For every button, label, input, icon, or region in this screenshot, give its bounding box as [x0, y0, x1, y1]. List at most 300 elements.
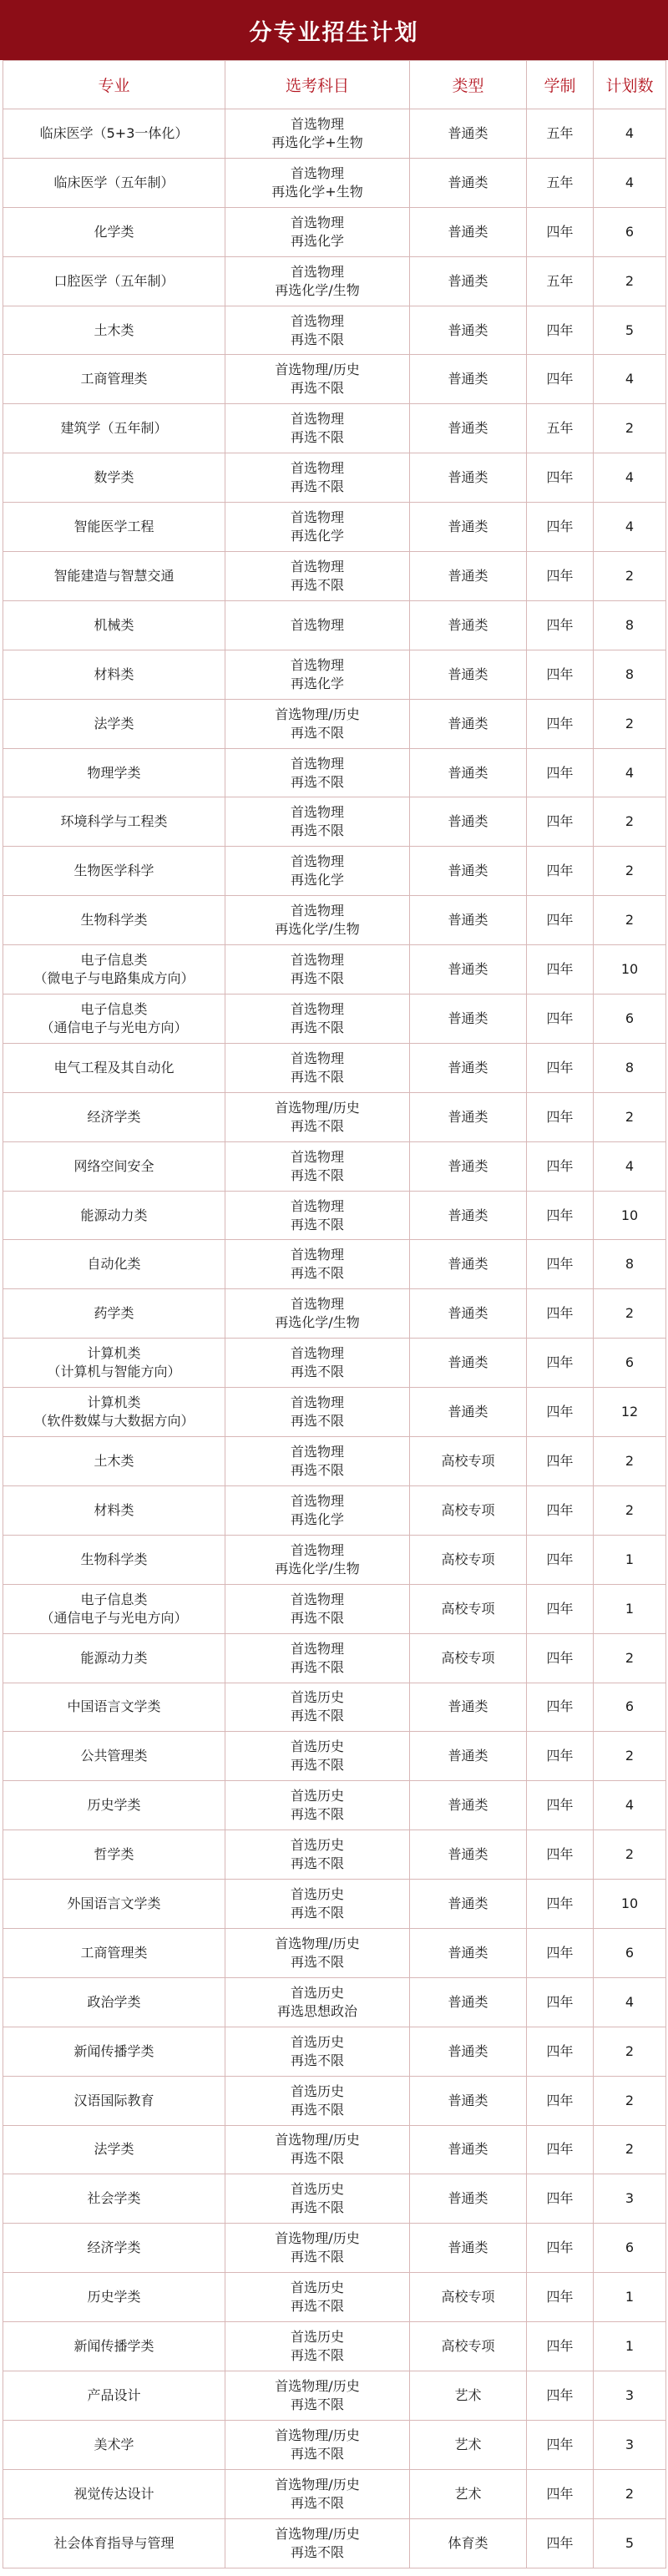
- type-cell: 体育类: [410, 2518, 527, 2568]
- major-cell: [3, 1043, 225, 1092]
- table-row: [3, 2518, 666, 2568]
- subjects-cell: [225, 1880, 410, 1929]
- type-cell: 普通类: [410, 1043, 527, 1092]
- major-cell: [3, 1485, 225, 1535]
- subjects-cell-line: 再选化学: [290, 232, 344, 249]
- type-cell: 高校专项: [410, 1437, 527, 1486]
- subjects-cell-line: 再选化学: [290, 872, 344, 888]
- type-cell: 普通类: [410, 256, 527, 306]
- subjects-cell: [225, 2076, 410, 2125]
- subjects-cell-line: 首选历史: [290, 2181, 344, 2198]
- major-cell: [3, 1535, 225, 1584]
- plan-count-cell: 4: [594, 453, 666, 503]
- subjects-cell-line: 再选不限: [290, 1806, 344, 1823]
- table-body: [3, 109, 666, 2568]
- table-row: [3, 1092, 666, 1141]
- major-cell-line: 生物科学类: [80, 1551, 148, 1567]
- subjects-cell-line: 首选历史: [290, 1788, 344, 1804]
- major-cell-line: 公共管理类: [80, 1748, 148, 1764]
- plan-count-cell: 2: [594, 404, 666, 453]
- type-cell: 普通类: [410, 1388, 527, 1437]
- major-cell-line: 能源动力类: [80, 1649, 148, 1666]
- major-cell-line: 历史学类: [87, 2289, 141, 2305]
- plan-count-cell: 3: [594, 2371, 666, 2420]
- subjects-cell: [225, 1928, 410, 1977]
- major-cell: [3, 2076, 225, 2125]
- subjects-cell: [225, 1043, 410, 1092]
- duration-cell: 四年: [527, 1977, 594, 2027]
- plan-count-cell: 5: [594, 2518, 666, 2568]
- table-row: [3, 1339, 666, 1388]
- table-row: [3, 2371, 666, 2420]
- plan-count-cell: 4: [594, 355, 666, 404]
- subjects-cell: [225, 1289, 410, 1339]
- major-cell-line: 智能医学工程: [73, 519, 154, 535]
- subjects-cell: [225, 1092, 410, 1141]
- subjects-cell-line: 再选化学+生物: [271, 134, 363, 150]
- duration-cell: 四年: [527, 847, 594, 896]
- major-cell-line: （微电子与电路集成方向）: [33, 970, 195, 987]
- subjects-cell-line: 再选不限: [290, 1216, 344, 1232]
- subjects-cell: [225, 2420, 410, 2469]
- type-cell: 普通类: [410, 2076, 527, 2125]
- subjects-cell-line: 首选物理: [290, 1345, 344, 1362]
- type-cell: 普通类: [410, 355, 527, 404]
- major-cell-line: 社会体育指导与管理: [53, 2534, 175, 2551]
- plan-count-cell: 2: [594, 256, 666, 306]
- type-cell: 普通类: [410, 503, 527, 552]
- type-cell: 普通类: [410, 1339, 527, 1388]
- subjects-cell: [225, 1977, 410, 2027]
- subjects-cell: [225, 945, 410, 994]
- plan-count-cell: 3: [594, 2420, 666, 2469]
- type-cell: 普通类: [410, 207, 527, 256]
- subjects-cell-line: 再选化学/生物: [275, 1560, 360, 1576]
- major-cell-line: 中国语言文学类: [67, 1698, 161, 1715]
- type-cell: 高校专项: [410, 1485, 527, 1535]
- type-cell: 普通类: [410, 404, 527, 453]
- major-cell: [3, 1437, 225, 1486]
- table-row: [3, 207, 666, 256]
- type-cell: 普通类: [410, 896, 527, 945]
- major-cell: [3, 2420, 225, 2469]
- subjects-cell-line: 再选化学+生物: [271, 183, 363, 200]
- plan-count-cell: 4: [594, 748, 666, 797]
- table-row: [3, 1043, 666, 1092]
- subjects-cell: [225, 158, 410, 207]
- plan-count-cell: 2: [594, 2027, 666, 2076]
- major-cell: [3, 1732, 225, 1781]
- major-cell: [3, 1633, 225, 1683]
- page-title: 分专业招生计划: [0, 0, 668, 60]
- major-cell-line: （软件数媒与大数据方向）: [33, 1413, 195, 1430]
- subjects-cell-line: 首选物理: [290, 1247, 344, 1263]
- subjects-cell-line: 再选不限: [290, 2543, 344, 2560]
- table-row: [3, 1732, 666, 1781]
- type-cell: 普通类: [410, 1977, 527, 2027]
- column-header-duration: 学制: [527, 61, 594, 109]
- type-cell: 高校专项: [410, 2322, 527, 2371]
- subjects-cell-line: 再选不限: [290, 1953, 344, 1970]
- type-cell: 普通类: [410, 306, 527, 355]
- type-cell: 普通类: [410, 453, 527, 503]
- type-cell: 普通类: [410, 1781, 527, 1830]
- major-cell-line: 材料类: [94, 1501, 134, 1518]
- major-cell-line: 电子信息类: [80, 1591, 148, 1607]
- duration-cell: 四年: [527, 2469, 594, 2518]
- subjects-cell-line: 首选历史: [290, 2329, 344, 2346]
- major-cell-line: 电子信息类: [80, 1000, 148, 1017]
- subjects-cell-line: 再选不限: [290, 773, 344, 790]
- major-cell-line: 环境科学与工程类: [60, 813, 168, 830]
- duration-cell: 四年: [527, 650, 594, 699]
- major-cell: [3, 896, 225, 945]
- plan-count-cell: 3: [594, 2174, 666, 2224]
- major-cell: [3, 158, 225, 207]
- type-cell: 艺术: [410, 2469, 527, 2518]
- major-cell-line: 数学类: [94, 469, 134, 486]
- plan-count-cell: 4: [594, 109, 666, 159]
- table-row: [3, 2125, 666, 2174]
- duration-cell: 四年: [527, 748, 594, 797]
- subjects-cell-line: 首选物理: [290, 1148, 344, 1165]
- subjects-cell-line: 再选不限: [290, 1364, 344, 1380]
- subjects-cell-line: 再选不限: [290, 2347, 344, 2364]
- subjects-cell-line: 再选不限: [290, 2101, 344, 2118]
- major-cell-line: 法学类: [94, 2141, 134, 2158]
- major-cell-line: 机械类: [94, 616, 134, 633]
- type-cell: 普通类: [410, 109, 527, 159]
- subjects-cell: [225, 2125, 410, 2174]
- subjects-cell-line: 首选物理/历史: [275, 2230, 360, 2247]
- subjects-cell: [225, 2469, 410, 2518]
- plan-count-cell: 2: [594, 1485, 666, 1535]
- subjects-cell-line: 再选不限: [290, 1117, 344, 1134]
- major-cell-line: 药学类: [94, 1305, 134, 1322]
- major-cell: [3, 2518, 225, 2568]
- type-cell: 普通类: [410, 2027, 527, 2076]
- subjects-cell-line: 首选物理: [290, 1640, 344, 1657]
- duration-cell: 四年: [527, 2076, 594, 2125]
- plan-count-cell: 2: [594, 1437, 666, 1486]
- enrollment-plan-table: [3, 60, 666, 2568]
- subjects-cell-line: 首选物理: [290, 1000, 344, 1017]
- major-cell: [3, 453, 225, 503]
- subjects-cell-line: 再选不限: [290, 2150, 344, 2167]
- major-cell-line: 智能建造与智慧交通: [53, 567, 175, 584]
- table-row: [3, 158, 666, 207]
- major-cell-line: 建筑学（五年制）: [60, 420, 168, 437]
- major-cell-line: 经济学类: [87, 2239, 141, 2256]
- major-cell: [3, 699, 225, 748]
- plan-count-cell: 2: [594, 896, 666, 945]
- subjects-cell-line: 首选物理: [290, 509, 344, 526]
- major-cell-line: 土木类: [94, 1452, 134, 1469]
- major-cell: [3, 1388, 225, 1437]
- duration-cell: 四年: [527, 453, 594, 503]
- major-cell: [3, 1240, 225, 1289]
- major-cell: [3, 1339, 225, 1388]
- subjects-cell-line: 再选不限: [290, 1757, 344, 1774]
- type-cell: 高校专项: [410, 1633, 527, 1683]
- subjects-cell: [225, 699, 410, 748]
- major-cell-line: 社会学类: [87, 2190, 141, 2207]
- major-cell: [3, 2027, 225, 2076]
- subjects-cell: [225, 1781, 410, 1830]
- plan-count-cell: 2: [594, 1732, 666, 1781]
- duration-cell: 五年: [527, 404, 594, 453]
- subjects-cell-line: 首选物理: [290, 804, 344, 821]
- subjects-cell-line: 再选不限: [290, 1855, 344, 1872]
- major-cell-line: 产品设计: [87, 2386, 141, 2403]
- subjects-cell-line: 首选物理: [290, 312, 344, 329]
- type-cell: 高校专项: [410, 1535, 527, 1584]
- subjects-cell: [225, 1633, 410, 1683]
- duration-cell: 四年: [527, 1141, 594, 1191]
- duration-cell: 四年: [527, 1240, 594, 1289]
- major-cell: [3, 600, 225, 650]
- plan-count-cell: 6: [594, 994, 666, 1044]
- plan-count-cell: 2: [594, 552, 666, 601]
- major-cell: [3, 207, 225, 256]
- subjects-cell: [225, 552, 410, 601]
- duration-cell: 四年: [527, 1732, 594, 1781]
- subjects-cell: [225, 1191, 410, 1240]
- duration-cell: 四年: [527, 994, 594, 1044]
- major-cell: [3, 650, 225, 699]
- subjects-cell-line: 首选物理: [290, 263, 344, 280]
- type-cell: 普通类: [410, 1732, 527, 1781]
- major-cell: [3, 552, 225, 601]
- subjects-cell-line: 再选不限: [290, 2298, 344, 2315]
- type-cell: 普通类: [410, 1289, 527, 1339]
- major-cell: [3, 1781, 225, 1830]
- table-row: [3, 748, 666, 797]
- subjects-cell: [225, 2224, 410, 2273]
- subjects-cell-line: 再选不限: [290, 2494, 344, 2511]
- subjects-cell-line: 再选不限: [290, 970, 344, 987]
- major-cell-line: 口腔医学（五年制）: [53, 272, 175, 289]
- major-cell-line: （通信电子与光电方向）: [40, 1019, 188, 1035]
- subjects-cell-line: 再选不限: [290, 1068, 344, 1085]
- duration-cell: 四年: [527, 503, 594, 552]
- subjects-cell-line: 首选物理: [290, 755, 344, 772]
- duration-cell: 四年: [527, 1388, 594, 1437]
- plan-count-cell: 2: [594, 2125, 666, 2174]
- major-cell: [3, 994, 225, 1044]
- table-row: [3, 306, 666, 355]
- type-cell: 普通类: [410, 994, 527, 1044]
- table-row: [3, 2174, 666, 2224]
- major-cell-line: 工商管理类: [80, 1944, 148, 1961]
- major-cell-line: 美术学: [94, 2436, 134, 2452]
- major-cell-line: 计算机类: [87, 1345, 141, 1362]
- major-cell-line: 生物科学类: [80, 912, 148, 929]
- subjects-cell: [225, 994, 410, 1044]
- subjects-cell-line: 首选历史: [290, 1738, 344, 1755]
- table-row: [3, 404, 666, 453]
- duration-cell: 四年: [527, 896, 594, 945]
- major-cell: [3, 1683, 225, 1732]
- major-cell: [3, 503, 225, 552]
- plan-count-cell: 8: [594, 600, 666, 650]
- subjects-cell-line: 首选历史: [290, 2280, 344, 2296]
- plan-count-cell: 6: [594, 1683, 666, 1732]
- type-cell: 高校专项: [410, 2273, 527, 2322]
- duration-cell: 四年: [527, 600, 594, 650]
- plan-count-cell: 2: [594, 2076, 666, 2125]
- table-row: [3, 1388, 666, 1437]
- subjects-cell-line: 首选历史: [290, 1886, 344, 1902]
- plan-count-cell: 2: [594, 1830, 666, 1880]
- plan-count-cell: 6: [594, 207, 666, 256]
- major-cell: [3, 404, 225, 453]
- type-cell: 普通类: [410, 945, 527, 994]
- subjects-cell-line: 再选化学/生物: [275, 1314, 360, 1331]
- type-cell: 普通类: [410, 748, 527, 797]
- table-row: [3, 1485, 666, 1535]
- table-row: [3, 994, 666, 1044]
- duration-cell: 四年: [527, 2174, 594, 2224]
- major-cell-line: （计算机与智能方向）: [47, 1364, 181, 1380]
- type-cell: 普通类: [410, 1092, 527, 1141]
- subjects-cell: [225, 109, 410, 159]
- table-row: [3, 355, 666, 404]
- plan-count-cell: 4: [594, 1977, 666, 2027]
- duration-cell: 四年: [527, 1830, 594, 1880]
- subjects-cell: [225, 1584, 410, 1633]
- table-row: [3, 1141, 666, 1191]
- subjects-cell: [225, 2322, 410, 2371]
- subjects-cell: [225, 1141, 410, 1191]
- duration-cell: 四年: [527, 1584, 594, 1633]
- duration-cell: 四年: [527, 2125, 594, 2174]
- table-row: [3, 945, 666, 994]
- major-cell-line: 电子信息类: [80, 952, 148, 969]
- table-row: [3, 847, 666, 896]
- plan-count-cell: 6: [594, 1928, 666, 1977]
- major-cell-line: 土木类: [94, 321, 134, 338]
- plan-count-cell: 4: [594, 503, 666, 552]
- duration-cell: 四年: [527, 2420, 594, 2469]
- subjects-cell: [225, 355, 410, 404]
- major-cell: [3, 2125, 225, 2174]
- subjects-cell: [225, 2273, 410, 2322]
- column-header-major: 专业: [3, 61, 225, 109]
- subjects-cell: [225, 2174, 410, 2224]
- subjects-cell-line: 再选不限: [290, 2249, 344, 2265]
- major-cell-line: 电气工程及其自动化: [53, 1059, 175, 1075]
- subjects-cell-line: 首选物理/历史: [275, 2476, 360, 2492]
- subjects-cell: [225, 2371, 410, 2420]
- type-cell: 普通类: [410, 1141, 527, 1191]
- subjects-cell-line: 首选物理: [290, 616, 344, 633]
- type-cell: 普通类: [410, 1240, 527, 1289]
- subjects-cell-line: 首选物理: [290, 460, 344, 477]
- duration-cell: 四年: [527, 2371, 594, 2420]
- duration-cell: 四年: [527, 1191, 594, 1240]
- subjects-cell-line: 再选不限: [290, 1905, 344, 1921]
- major-cell-line: 计算机类: [87, 1394, 141, 1411]
- duration-cell: 四年: [527, 2273, 594, 2322]
- type-cell: 普通类: [410, 1928, 527, 1977]
- table-row: [3, 256, 666, 306]
- duration-cell: 四年: [527, 1880, 594, 1929]
- plan-count-cell: 8: [594, 1043, 666, 1092]
- table-row: [3, 1191, 666, 1240]
- subjects-cell-line: 首选物理: [290, 214, 344, 230]
- major-cell: [3, 1928, 225, 1977]
- subjects-cell: [225, 453, 410, 503]
- duration-cell: 四年: [527, 2224, 594, 2273]
- major-cell-line: （通信电子与光电方向）: [40, 1609, 188, 1626]
- plan-count-cell: 10: [594, 1191, 666, 1240]
- type-cell: 艺术: [410, 2420, 527, 2469]
- plan-count-cell: 2: [594, 699, 666, 748]
- subjects-cell-line: 再选不限: [290, 1413, 344, 1430]
- type-cell: 艺术: [410, 2371, 527, 2420]
- duration-cell: 四年: [527, 2322, 594, 2371]
- type-cell: 普通类: [410, 2174, 527, 2224]
- type-cell: 普通类: [410, 600, 527, 650]
- table-row: [3, 1928, 666, 1977]
- table-row: [3, 1633, 666, 1683]
- table-row: [3, 1584, 666, 1633]
- type-cell: 普通类: [410, 1880, 527, 1929]
- major-cell-line: 外国语言文学类: [67, 1895, 161, 1911]
- table-row: [3, 797, 666, 847]
- duration-cell: 四年: [527, 207, 594, 256]
- plan-count-cell: 4: [594, 1141, 666, 1191]
- major-cell-line: 自动化类: [87, 1256, 141, 1273]
- subjects-cell-line: 首选物理: [290, 1492, 344, 1509]
- subjects-cell-line: 再选不限: [290, 1167, 344, 1183]
- subjects-cell-line: 再选化学: [290, 528, 344, 544]
- column-header-plan: 计划数: [594, 61, 666, 109]
- column-header-type: 类型: [410, 61, 527, 109]
- type-cell: 普通类: [410, 650, 527, 699]
- subjects-cell: [225, 650, 410, 699]
- subjects-cell: [225, 306, 410, 355]
- subjects-cell: [225, 896, 410, 945]
- subjects-cell-line: 再选不限: [290, 429, 344, 446]
- type-cell: 普通类: [410, 797, 527, 847]
- plan-count-cell: 6: [594, 2224, 666, 2273]
- subjects-cell: [225, 600, 410, 650]
- subjects-cell-line: 再选化学/生物: [275, 921, 360, 938]
- subjects-cell-line: 首选物理/历史: [275, 706, 360, 722]
- subjects-cell-line: 再选不限: [290, 822, 344, 839]
- plan-count-cell: 6: [594, 1339, 666, 1388]
- subjects-cell-line: 首选物理/历史: [275, 2525, 360, 2542]
- subjects-cell-line: 再选不限: [290, 2199, 344, 2216]
- subjects-cell-line: 再选化学: [290, 675, 344, 691]
- table-row: [3, 650, 666, 699]
- subjects-cell-line: 再选不限: [290, 1708, 344, 1724]
- type-cell: 普通类: [410, 2125, 527, 2174]
- major-cell: [3, 256, 225, 306]
- plan-count-cell: 1: [594, 1584, 666, 1633]
- subjects-cell: [225, 503, 410, 552]
- major-cell-line: 历史学类: [87, 1797, 141, 1814]
- type-cell: 普通类: [410, 1683, 527, 1732]
- subjects-cell-line: 再选不限: [290, 2396, 344, 2412]
- table-row: [3, 109, 666, 159]
- duration-cell: 四年: [527, 1535, 594, 1584]
- subjects-cell: [225, 256, 410, 306]
- table-row: [3, 453, 666, 503]
- table-row: [3, 2469, 666, 2518]
